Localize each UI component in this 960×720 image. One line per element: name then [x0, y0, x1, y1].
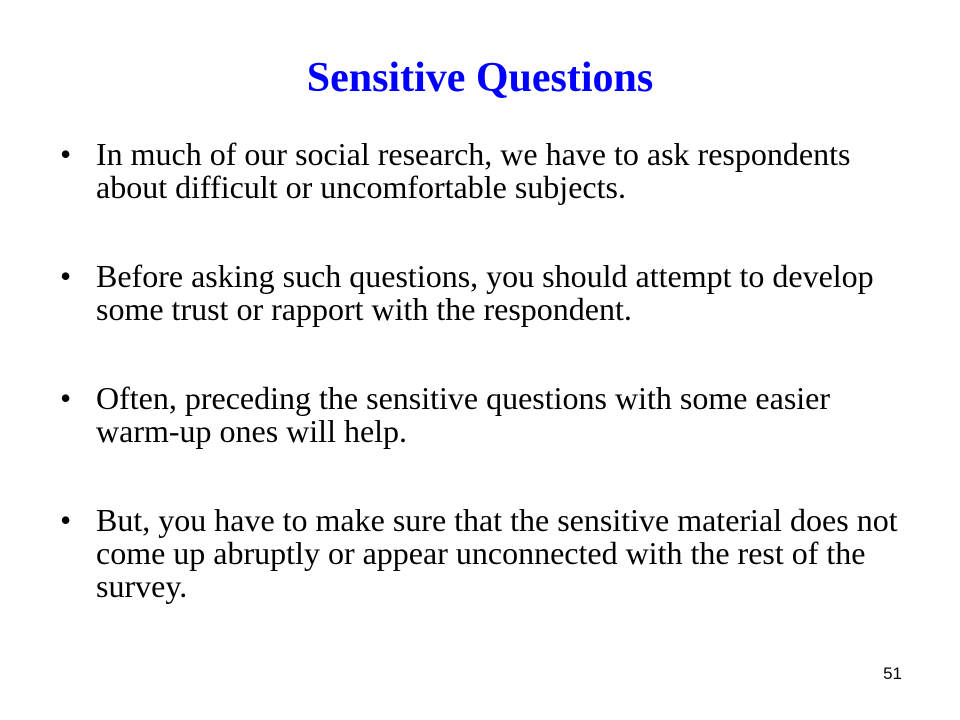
bullet-item [60, 382, 910, 448]
bullet-text: But, you have to make sure that the sensitive material does not come up abruptly or appear unconnected with the rest of the survey. [96, 502, 898, 604]
page-number: 51 [883, 664, 902, 683]
bullet-item [60, 504, 910, 603]
bullet-dot-icon: • [60, 502, 72, 538]
bullet-item [60, 260, 910, 326]
bullet-dot-icon: • [60, 258, 72, 294]
bullet-dot-icon: • [60, 136, 72, 172]
bullet-dot-icon: • [60, 380, 72, 416]
bullet-list [60, 138, 910, 659]
bullet-text: Often, preceding the sensitive questions with some easier warm-up ones will help. [96, 380, 831, 449]
slide-title: Sensitive Questions [306, 55, 654, 101]
bullet-item [60, 138, 910, 204]
bullet-text: In much of our social research, we have to ask respondents about difficult or uncomfortable subjects. [96, 136, 851, 205]
bullet-text: Before asking such questions, you should attempt to develop some trust or rapport with the respondent. [96, 258, 874, 327]
